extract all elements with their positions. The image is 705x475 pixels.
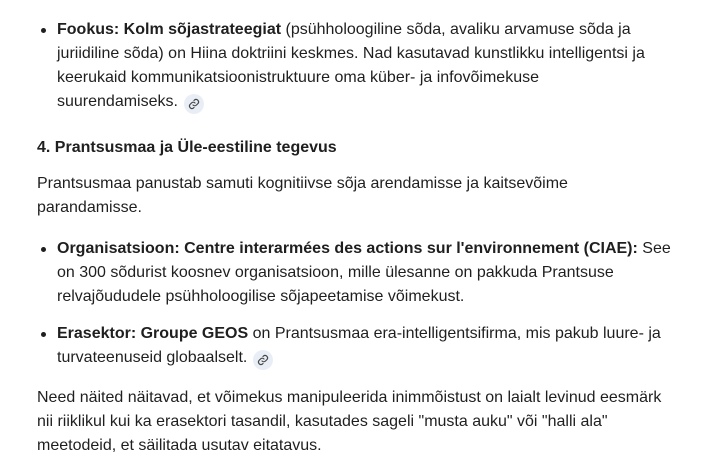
conclusion-paragraph: Need näited näitavad, et võimekus manipuleerida inimmõistust on laialt levinud eesmärk nii riiklikul kui ka erasektori tasandil, kasutades sageli "musta auku" või "halli ala" meetodeid, et säilitada usutav eitatavus. [37, 389, 662, 454]
bullet-list-france [37, 237, 685, 370]
bullet-bold-label: Fookus: Kolm sõjastrateegiat [57, 21, 282, 38]
link-icon [257, 354, 269, 366]
section-intro: Prantsusmaa panustab samuti kognitiivse sõja arendamisse ja kaitsevõime parandamisse. [37, 175, 568, 216]
list-item: Fookus: Kolm sõjastrateegiat (psühholoogiline sõda, avaliku arvamuse sõda ja juriidiline sõda) on Hiina doktriini keskmes. Nad kasutavad kunstlikku intelligentsi ja keerukaid kommunikatsioonistruktuure oma küber- ja infovõimekuse suurendamiseks. [37, 18, 685, 114]
list-item: Organisatsioon: Centre interarmées des actions sur l'environnement (CIAE): See on 300 sõdurist koosnev organisatsioon, mille ülesanne on pakkuda Prantsuse relvajõududele psühholoogilise sõjapeetamise võimekust. [37, 237, 685, 309]
bullet-list-top [37, 18, 685, 114]
section-heading: 4. Prantsusmaa ja Üle-eestiline tegevus [37, 139, 337, 156]
list-item: Erasektor: Groupe GEOS on Prantsusmaa era-intelligentsifirma, mis pakub luure- ja turvateenuseid globaalselt. [37, 322, 685, 370]
source-link-button[interactable] [184, 94, 204, 114]
source-link-button[interactable] [253, 350, 273, 370]
bullet-bold-label: Erasektor: Groupe GEOS [57, 325, 249, 342]
bullet-bold-label: Organisatsioon: Centre interarmées des actions sur l'environnement (CIAE): [57, 240, 638, 257]
link-icon [188, 98, 200, 110]
response-content [37, 18, 685, 458]
